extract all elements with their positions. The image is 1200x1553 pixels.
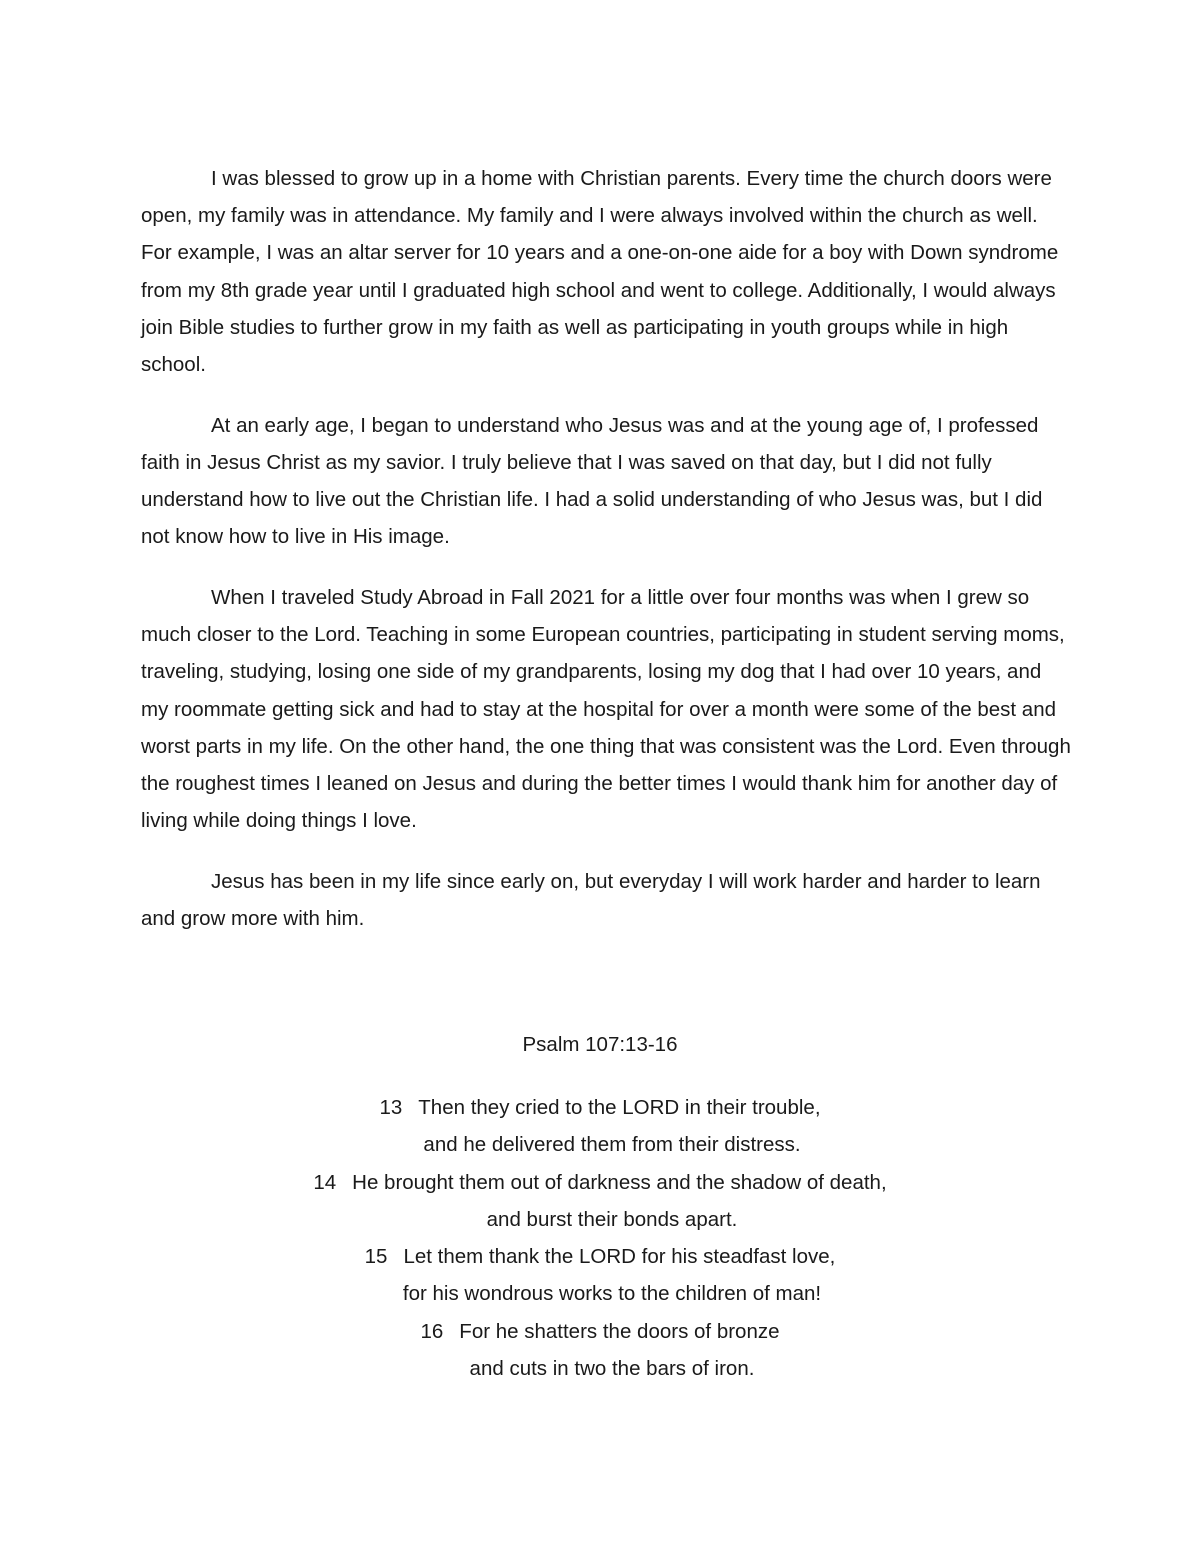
scripture-verses bbox=[0, 1089, 1200, 1387]
verse-15-line-1 bbox=[0, 1238, 1200, 1275]
essay-body bbox=[141, 160, 1071, 961]
verse-number: 15 bbox=[364, 1245, 388, 1269]
verse-text: Let them thank the LORD for his steadfast love, bbox=[403, 1245, 836, 1269]
verse-13-line-1 bbox=[0, 1089, 1200, 1126]
verse-15-line-2: for his wondrous works to the children of man! bbox=[402, 1282, 822, 1306]
verse-16-line-2: and cuts in two the bars of iron. bbox=[469, 1357, 755, 1381]
paragraph-upbringing: I was blessed to grow up in a home with Christian parents. Every time the church doors were open, my family was in attendance. My family and I were always involved within the church as well. For example, I was an altar server for 10 years and a one-on-one aide for a boy with Down syndrome from my 8th grade year until I graduated high school and went to college. Additionally, I would always join Bible studies to further grow in my faith as well as participating in youth groups while in high school. bbox=[141, 167, 1059, 377]
verse-14-line-2: and burst their bonds apart. bbox=[486, 1207, 738, 1231]
verse-13-line-2: and he delivered them from their distress. bbox=[423, 1133, 801, 1157]
paragraph-study-abroad: When I traveled Study Abroad in Fall 2021 for a little over four months was when I grew so much closer to the Lord. Teaching in some European countries, participating in student serving moms, traveling, studying, losing one side of my grandparents, losing my dog that I had over 10 years, and my roommate getting sick and had to stay at the hospital for over a month were some of the best and worst parts in my life. On the other hand, the one thing that was consistent was the Lord. Even through the roughest times I leaned on Jesus and during the better times I would thank him for another day of living while doing things I love. bbox=[141, 586, 1071, 833]
verse-number: 16 bbox=[420, 1319, 444, 1343]
verse-text: For he shatters the doors of bronze bbox=[459, 1319, 780, 1343]
paragraph-conclusion: Jesus has been in my life since early on, but everyday I will work harder and harder to learn and grow more with him. bbox=[141, 869, 1041, 931]
verse-number: 14 bbox=[313, 1170, 337, 1194]
verse-text: Then they cried to the LORD in their trouble, bbox=[418, 1096, 821, 1119]
verse-number: 13 bbox=[379, 1096, 403, 1119]
paragraph-salvation: At an early age, I began to understand who Jesus was and at the young age of, I professed faith in Jesus Christ as my savior. I truly believe that I was saved on that day, but I did not fully understand how to live out the Christian life. I had a solid understanding of who Jesus was, but I did not know how to live in His image. bbox=[141, 413, 1043, 549]
verse-14-line-1 bbox=[0, 1164, 1200, 1201]
verse-text: He brought them out of darkness and the shadow of death, bbox=[352, 1170, 887, 1194]
verse-16-line-1 bbox=[0, 1313, 1200, 1350]
scripture-reference: Psalm 107:13-16 bbox=[522, 1033, 678, 1056]
